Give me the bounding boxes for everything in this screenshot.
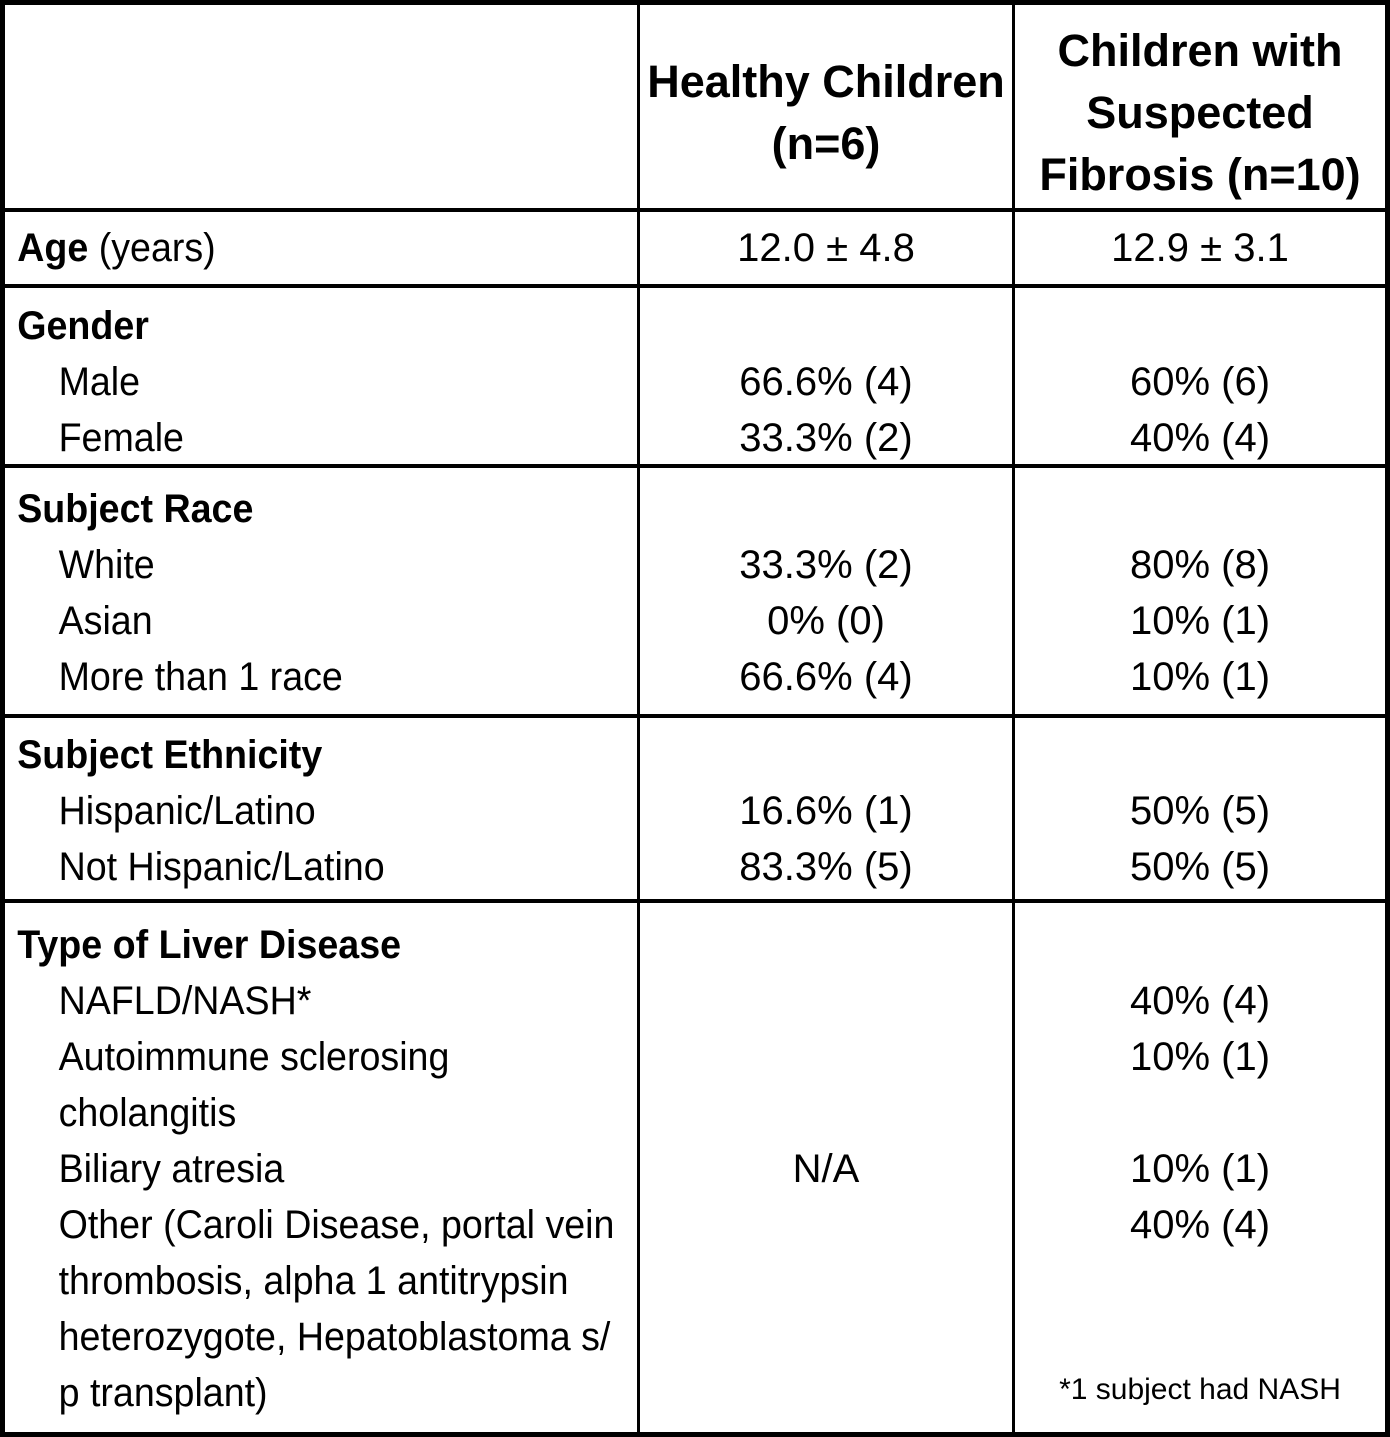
gender-item-male: Male: [58, 360, 141, 404]
age-fibrosis-cell: [1012, 212, 1385, 284]
liver-item-other-line-4: p transplant): [58, 1371, 268, 1415]
ethnicity-healthy-cell: [637, 718, 1012, 899]
race-label-cell: [5, 468, 637, 714]
nash-footnote: *1 subject had NASH: [1059, 1373, 1341, 1406]
ethnicity-healthy-hispanic: 16.6% (1): [739, 789, 913, 833]
gender-healthy-female: 33.3% (2): [739, 416, 913, 460]
ethnicity-item-hispanic: Hispanic/Latino: [58, 789, 316, 833]
spacer-line: [640, 481, 1012, 537]
gender-fibrosis-female: 40% (4): [1129, 416, 1271, 460]
race-healthy-more-than-1: 66.6% (4): [739, 655, 913, 699]
header-healthy-children-cell: [637, 5, 1012, 208]
liver-healthy-na: N/A: [792, 1147, 860, 1191]
liver-healthy-cell: [637, 903, 1012, 1432]
spacer-line: [640, 973, 1012, 1029]
header-fibrosis-line-3: Fibrosis (n=10): [1039, 148, 1361, 200]
spacer-line: [640, 1085, 1012, 1141]
race-item-asian: Asian: [58, 599, 153, 643]
race-title: Subject Race: [17, 487, 254, 531]
gender-healthy-male: 66.6% (4): [739, 360, 913, 404]
race-item-more-than-1: More than 1 race: [58, 655, 343, 699]
ethnicity-fibrosis-not-hispanic: 50% (5): [1129, 845, 1271, 889]
ethnicity-fibrosis-cell: [1012, 718, 1385, 899]
liver-fibrosis-autoimmune: 10% (1): [1129, 1035, 1271, 1079]
liver-item-autoimmune: Autoimmune sclerosing: [58, 1035, 450, 1079]
gender-healthy-cell: [637, 288, 1012, 464]
header-healthy-line-2: (n=6): [771, 117, 881, 169]
race-fibrosis-more-than-1: 10% (1): [1129, 655, 1271, 699]
spacer-line: [640, 917, 1012, 973]
liver-item-other-line-2: thrombosis, alpha 1 antitrypsin: [58, 1259, 569, 1303]
age-healthy-value: 12.0 ± 4.8: [737, 226, 915, 270]
spacer-line: [1015, 727, 1385, 783]
liver-item-nafld: NAFLD/NASH*: [58, 979, 312, 1023]
race-healthy-cell: [637, 468, 1012, 714]
age-label-bold: Age: [17, 226, 89, 270]
race-healthy-white: 33.3% (2): [739, 543, 913, 587]
liver-fibrosis-nafld: 40% (4): [1129, 979, 1271, 1023]
liver-item-biliary-atresia: Biliary atresia: [58, 1147, 285, 1191]
liver-fibrosis-biliary-atresia: 10% (1): [1129, 1147, 1271, 1191]
liver-label-cell: [5, 903, 637, 1432]
liver-fibrosis-other: 40% (4): [1129, 1203, 1271, 1247]
liver-item-other-line-1: Other (Caroli Disease, portal vein: [58, 1203, 615, 1247]
ethnicity-fibrosis-hispanic: 50% (5): [1129, 789, 1271, 833]
spacer-line: [1015, 481, 1385, 537]
gender-row: [5, 284, 1385, 464]
gender-fibrosis-cell: [1012, 288, 1385, 464]
race-item-white: White: [58, 543, 155, 587]
spacer-line: [1015, 917, 1385, 973]
age-row: [5, 208, 1385, 284]
liver-item-cholangitis: cholangitis: [58, 1091, 237, 1135]
age-label-cell: [5, 212, 637, 284]
liver-title: Type of Liver Disease: [17, 923, 402, 967]
age-healthy-cell: [637, 212, 1012, 284]
header-healthy-line-1: Healthy Children: [647, 55, 1005, 107]
ethnicity-label-cell: [5, 718, 637, 899]
spacer-line: [1015, 298, 1385, 354]
header-fibrosis-line-2: Suspected: [1086, 86, 1314, 138]
age-label: [5, 220, 599, 276]
header-empty-cell: [5, 5, 637, 208]
race-healthy-asian: 0% (0): [767, 599, 885, 643]
race-fibrosis-asian: 10% (1): [1129, 599, 1271, 643]
header-fibrosis-line-1: Children with: [1057, 24, 1343, 76]
spacer-line: [640, 1029, 1012, 1085]
gender-fibrosis-male: 60% (6): [1129, 360, 1271, 404]
spacer-line: [640, 727, 1012, 783]
ethnicity-row: [5, 714, 1385, 899]
spacer-line: [1015, 1085, 1385, 1141]
age-label-units: (years): [88, 226, 216, 270]
race-fibrosis-white: 80% (8): [1129, 543, 1271, 587]
ethnicity-healthy-not-hispanic: 83.3% (5): [739, 845, 913, 889]
age-fibrosis-value: 12.9 ± 3.1: [1111, 226, 1289, 270]
gender-title: Gender: [17, 304, 149, 348]
gender-item-female: Female: [58, 416, 184, 460]
ethnicity-title: Subject Ethnicity: [17, 733, 323, 777]
race-fibrosis-cell: [1012, 468, 1385, 714]
ethnicity-item-not-hispanic: Not Hispanic/Latino: [58, 845, 385, 889]
header-row: [5, 5, 1385, 208]
liver-disease-row: [5, 899, 1385, 1432]
gender-label-cell: [5, 288, 637, 464]
header-fibrosis-cell: [1012, 5, 1385, 208]
race-row: [5, 464, 1385, 714]
spacer-line: [640, 298, 1012, 354]
liver-item-other-line-3: heterozygote, Hepatoblastoma s/: [58, 1315, 611, 1359]
liver-fibrosis-cell: [1012, 903, 1385, 1432]
